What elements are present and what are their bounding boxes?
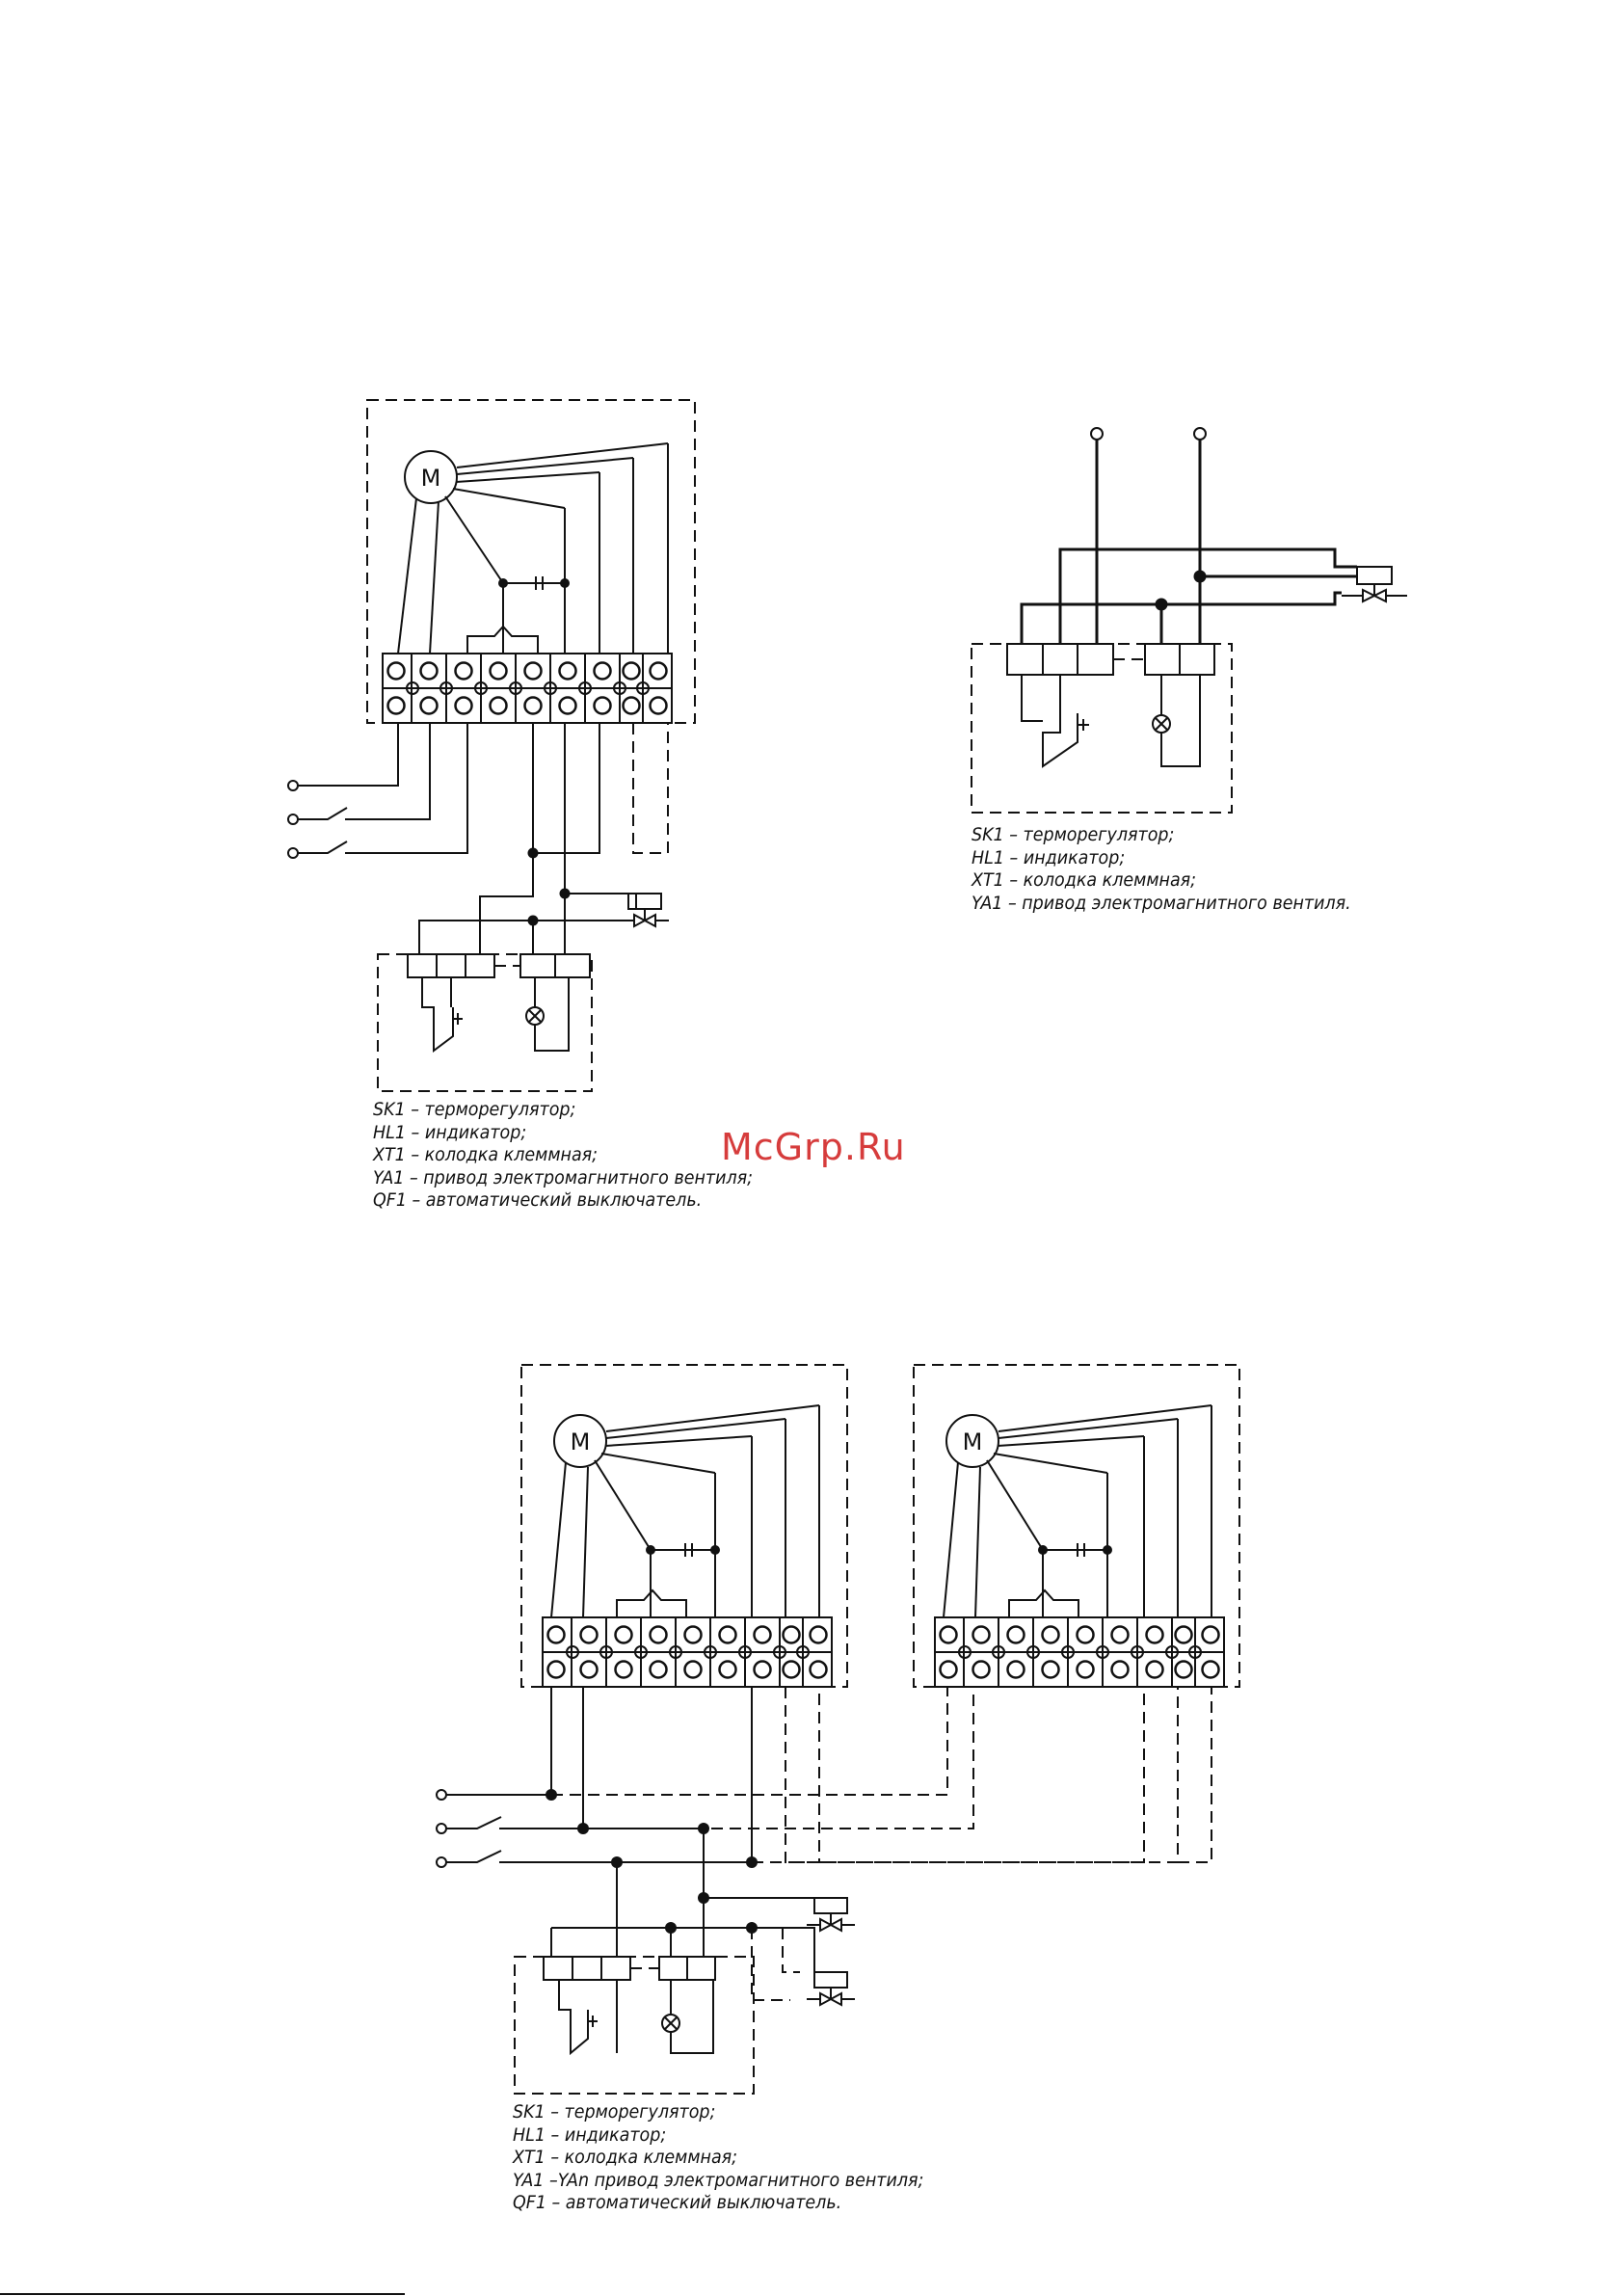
thermostat-unit bbox=[515, 1957, 754, 2094]
legend-item: XT1 – колодка клеммная; bbox=[972, 869, 1197, 891]
legend-item: SK1 – терморегулятор; bbox=[513, 2101, 716, 2122]
thermostat-unit bbox=[972, 644, 1232, 813]
diagram-2 bbox=[972, 428, 1407, 813]
thermostat-unit bbox=[378, 954, 592, 1091]
legend-top-left bbox=[373, 1099, 753, 1213]
legend-top-right bbox=[972, 824, 1351, 915]
motor-label: M bbox=[420, 465, 441, 492]
diagram-1 bbox=[288, 400, 695, 1091]
legend-item: SK1 – терморегулятор; bbox=[972, 824, 1175, 845]
legend-item: SK1 – терморегулятор; bbox=[373, 1099, 576, 1120]
watermark: McGrp.Ru bbox=[721, 1126, 906, 1168]
diagram-3 bbox=[437, 1365, 1239, 2094]
legend-item: XT1 – колодка клеммная; bbox=[373, 1144, 599, 1165]
motor-label: M bbox=[962, 1428, 983, 1455]
legend-item: YA1 –YAn привод электромагнитного вентиля; bbox=[513, 2169, 924, 2191]
legend-item: XT1 – колодка клеммная; bbox=[513, 2147, 738, 2168]
legend-item: HL1 – индикатор; bbox=[972, 846, 1126, 868]
legend-item: QF1 – автоматический выключатель. bbox=[513, 2192, 842, 2213]
legend-item: HL1 – индикатор; bbox=[513, 2123, 667, 2146]
legend-bottom bbox=[513, 2101, 923, 2215]
legend-item: QF1 – автоматический выключатель. bbox=[373, 1189, 703, 1211]
motor-label: M bbox=[570, 1428, 591, 1455]
legend-item: YA1 – привод электромагнитного вентиля; bbox=[373, 1166, 754, 1188]
legend-item: YA1 – привод электромагнитного вентиля. bbox=[972, 892, 1351, 914]
legend-item: HL1 – индикатор; bbox=[373, 1121, 527, 1143]
